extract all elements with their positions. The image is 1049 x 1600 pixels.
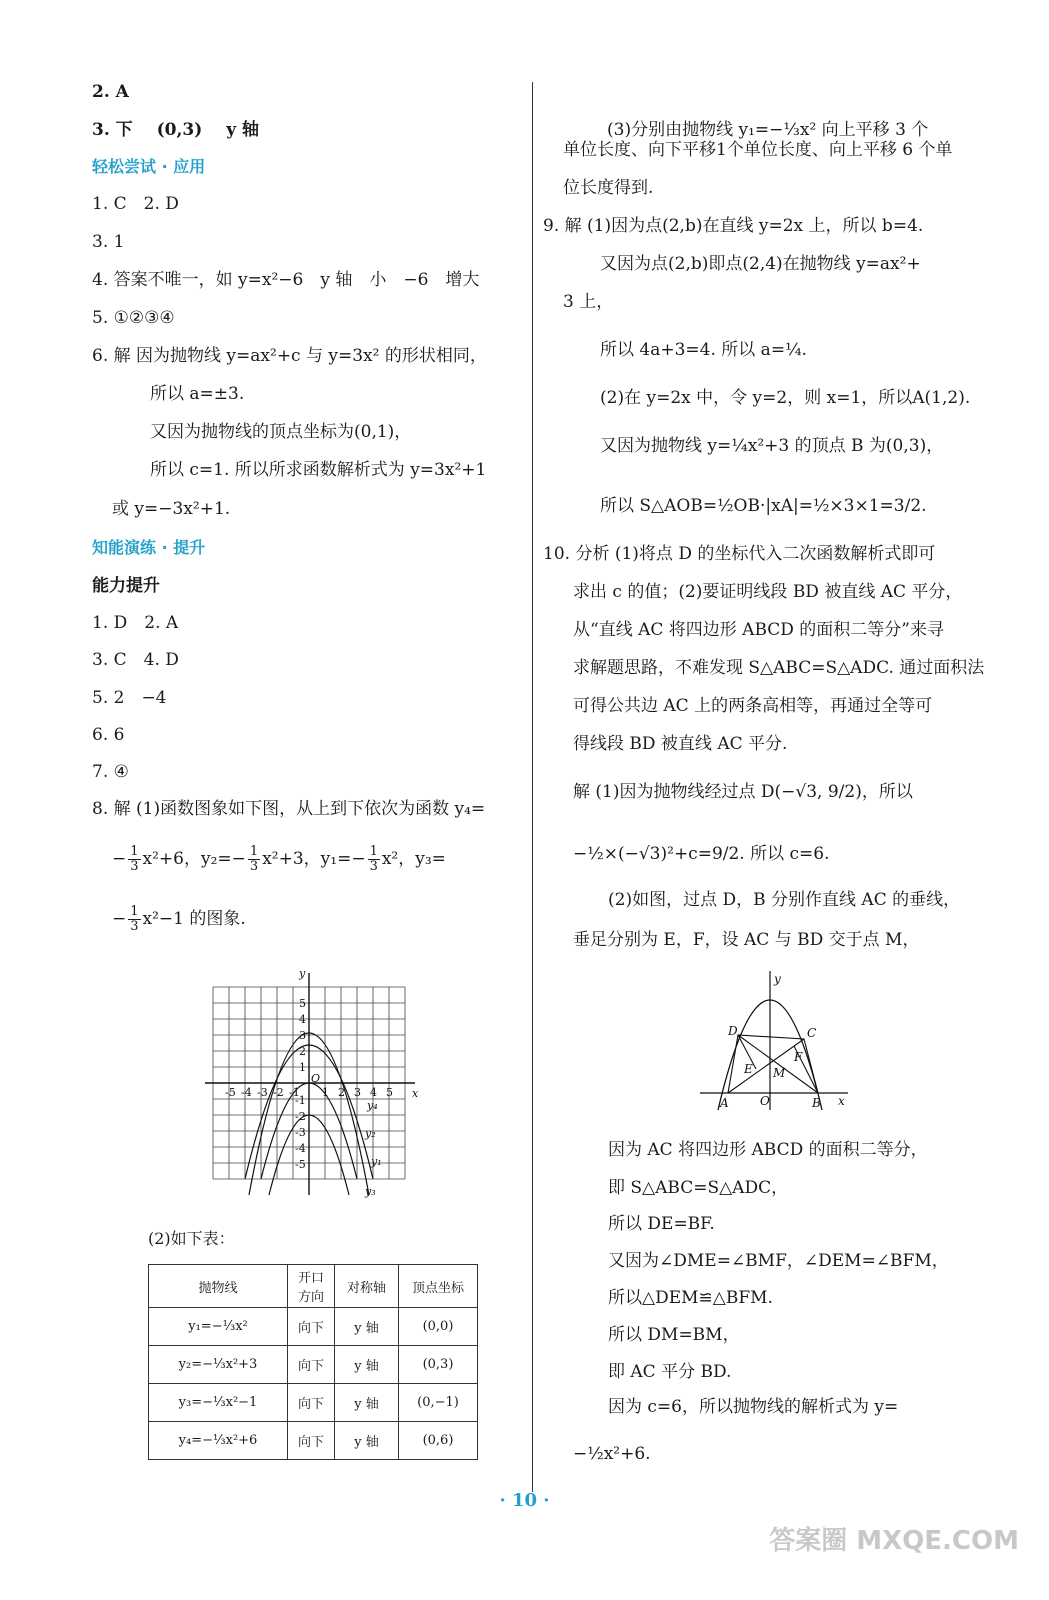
table-header-row <box>149 1265 478 1308</box>
answer-line: 所以 c=1. 所以所求函数解析式为 y=3x²+1 <box>150 460 487 480</box>
formula-part: x²+3，y₁=− <box>262 849 366 869</box>
answer-line: 垂足分别为 E，F，设 AC 与 BD 交于点 M， <box>573 930 920 950</box>
answer-2: 2. A <box>92 82 129 102</box>
fraction: $\frac{1}{3}$ <box>130 904 139 934</box>
fig-label: M <box>773 1066 786 1080</box>
curve-label-y3: y₃ <box>365 1185 376 1198</box>
answer-line: 所以 S△AOB=½OB·|xA|=½×3×1=3/2. <box>600 496 927 516</box>
table-header: 开口方向 <box>288 1265 335 1308</box>
section-heading-try: 轻松尝试 · 应用 <box>92 157 206 176</box>
table-cell: 向下 <box>288 1422 335 1460</box>
answer-line: −½×(−√3)²+c=9/2. 所以 c=6. <box>573 844 830 864</box>
formula-part: x²，y₃= <box>381 849 446 869</box>
y-tick: -5 <box>295 1158 306 1171</box>
x-tick: -4 <box>241 1086 252 1099</box>
answer-line: −½x²+6. <box>573 1444 651 1464</box>
answer-3-b: (0,3) <box>156 120 203 140</box>
y-tick: 5 <box>299 997 306 1010</box>
fraction: $\frac{1}{3}$ <box>249 844 259 874</box>
answer-line: 所以 DM=BM， <box>608 1325 740 1345</box>
y-tick: -4 <box>295 1142 306 1155</box>
answer-line: 又因为∠DME=∠BMF，∠DEM=∠BFM， <box>608 1251 949 1271</box>
table-row <box>149 1308 478 1346</box>
x-axis-label: x <box>412 1087 419 1100</box>
x-tick: 2 <box>338 1086 345 1099</box>
fig-label: C <box>807 1026 817 1040</box>
parabola-table <box>148 1264 478 1460</box>
table-cell: (0,3) <box>399 1346 478 1384</box>
table-cell: y₄=−⅓x²+6 <box>149 1422 288 1460</box>
answer-line: 9. 解 (1)因为点(2,b)在直线 y=2x 上，所以 b=4. <box>543 216 924 236</box>
answer-line: 5. 2 −4 <box>92 688 167 708</box>
answer-line: 1. D 2. A <box>92 613 179 633</box>
answer-line: 可得公共边 AC 上的两条高相等，再通过全等可 <box>573 696 933 716</box>
x-tick: 4 <box>370 1086 377 1099</box>
x-tick: 1 <box>322 1086 329 1099</box>
table-row <box>149 1384 478 1422</box>
table-cell: y₁=−⅓x² <box>149 1308 288 1346</box>
table-cell: 向下 <box>288 1384 335 1422</box>
answer-line: 6. 6 <box>92 725 125 745</box>
fraction: $\frac{1}{3}$ <box>130 844 139 874</box>
quadrilateral-ABCD <box>728 1035 818 1093</box>
answer-line: 3 上， <box>563 292 614 312</box>
watermark: 答案圈 MXQE.COM <box>769 1526 1019 1556</box>
y-axis-label: y <box>299 967 306 980</box>
answer-line: 又因为抛物线的顶点坐标为(0,1)， <box>150 422 412 442</box>
curve-label-y1: y₁ <box>371 1155 382 1168</box>
fig-label: A <box>720 1096 729 1110</box>
table-header: 顶点坐标 <box>399 1265 478 1308</box>
answer-line: 即 AC 平分 BD. <box>608 1362 732 1382</box>
minus: − <box>112 909 127 929</box>
y-tick: 3 <box>299 1029 306 1042</box>
table-header: 抛物线 <box>149 1265 288 1308</box>
fig-label: x <box>838 1094 845 1108</box>
table-cell: y₂=−⅓x²+3 <box>149 1346 288 1384</box>
fig-label: E <box>744 1062 753 1076</box>
answer-line: 4. 答案不唯一，如 y=x²−6 y 轴 小 −6 增大 <box>92 270 480 290</box>
table-row <box>149 1346 478 1384</box>
y-tick: -1 <box>295 1094 306 1107</box>
answer-line: 因为 c=6，所以抛物线的解析式为 y= <box>608 1397 899 1417</box>
answer-line: 从“直线 AC 将四边形 ABCD 的面积二等分”来寻 <box>573 620 945 640</box>
answer-line: 10. 分析 (1)将点 D 的坐标代入二次函数解析式即可 <box>543 544 936 564</box>
answer-line: 所以 4a+3=4. 所以 a=¼. <box>600 340 807 360</box>
table-cell: y 轴 <box>335 1422 399 1460</box>
answer-line: 解 (1)因为抛物线经过点 D(−√3, 9/2)，所以 <box>573 782 913 802</box>
column-divider <box>532 82 533 1492</box>
answer-line: 又因为抛物线 y=¼x²+3 的顶点 B 为(0,3)， <box>600 436 944 456</box>
quadrilateral-figure <box>700 965 860 1115</box>
y-tick: 1 <box>299 1061 306 1074</box>
answer-line: 单位长度、向下平移1个单位长度、向上平移 6 个单 <box>563 140 953 160</box>
table-cell: (0,6) <box>399 1422 478 1460</box>
subsection-heading: 能力提升 <box>92 576 160 596</box>
x-tick: -1 <box>289 1086 300 1099</box>
fig-label: y <box>774 972 781 986</box>
y-tick: 4 <box>299 1013 306 1026</box>
answer-line: 3. C 4. D <box>92 650 179 670</box>
answer-line: 或 y=−3x²+1. <box>112 499 231 519</box>
formula-line <box>112 845 446 874</box>
y-tick: 2 <box>299 1045 306 1058</box>
answer-line: (2)如图，过点 D，B 分别作直线 AC 的垂线， <box>608 890 961 910</box>
table-caption: (2)如下表： <box>148 1229 235 1248</box>
fig-label: O <box>760 1094 770 1108</box>
answer-line: 7. ④ <box>92 762 129 782</box>
diagonal-AC <box>728 1039 804 1093</box>
x-tick: -5 <box>225 1086 236 1099</box>
page-number: · 10 · <box>499 1490 550 1511</box>
table-cell: y 轴 <box>335 1308 399 1346</box>
answer-3 <box>92 118 259 142</box>
fig-label: D <box>728 1024 738 1038</box>
table-cell: 向下 <box>288 1346 335 1384</box>
table-cell: y₃=−⅓x²−1 <box>149 1384 288 1422</box>
x-tick: 3 <box>354 1086 361 1099</box>
answer-line: 6. 解 因为抛物线 y=ax²+c 与 y=3x² 的形状相同， <box>92 346 487 366</box>
fig-label: F <box>794 1050 803 1064</box>
formula-part: x²+6，y₂=− <box>142 849 246 869</box>
answer-line: 位长度得到. <box>563 178 654 198</box>
table-cell: (0,0) <box>399 1308 478 1346</box>
answer-line: 求出 c 的值；(2)要证明线段 BD 被直线 AC 平分， <box>573 582 963 602</box>
answer-line: 所以 a=±3. <box>150 384 245 404</box>
y-tick: -3 <box>295 1126 306 1139</box>
answer-line: (2)在 y=2x 中，令 y=2，则 x=1，所以A(1,2). <box>600 388 971 408</box>
answer-line: 又因为点(2,b)即点(2,4)在抛物线 y=ax²+ <box>600 254 921 274</box>
answer-line: 3. 1 <box>92 232 125 252</box>
formula-part: x²−1 的图象. <box>142 909 246 929</box>
curve-label-y2: y₂ <box>365 1127 376 1140</box>
table-cell: y 轴 <box>335 1346 399 1384</box>
parabola-graph <box>205 965 425 1205</box>
fig-label: B <box>812 1096 821 1110</box>
table-cell: 向下 <box>288 1308 335 1346</box>
answer-line: 8. 解 (1)函数图象如下图，从上到下依次为函数 y₄= <box>92 799 486 819</box>
table-row <box>149 1422 478 1460</box>
minus: − <box>112 849 127 869</box>
y-tick: -2 <box>295 1110 306 1123</box>
answer-line: 所以 DE=BF. <box>608 1214 715 1234</box>
answer-line: 所以△DEM≌△BFM. <box>608 1288 773 1308</box>
answer-line: 得线段 BD 被直线 AC 平分. <box>573 734 788 754</box>
formula-line <box>112 905 246 934</box>
section-heading-practice: 知能演练 · 提升 <box>92 538 206 557</box>
table-cell: y 轴 <box>335 1384 399 1422</box>
answer-line: 求解题思路，不难发现 S△ABC=S△ADC. 通过面积法 <box>573 658 985 678</box>
answer-line: 因为 AC 将四边形 ABCD 的面积二等分， <box>608 1140 928 1160</box>
answer-line: (3)分别由抛物线 y₁=−⅓x² 向上平移 3 个 <box>607 120 929 140</box>
curve-label-y4: y₄ <box>367 1099 378 1112</box>
fraction: $\frac{1}{3}$ <box>369 844 378 874</box>
answer-line: 即 S△ABC=S△ADC， <box>608 1178 789 1198</box>
x-tick: 5 <box>386 1086 393 1099</box>
answer-line: 5. ①②③④ <box>92 308 175 328</box>
answer-3-c: y 轴 <box>226 120 259 140</box>
table-cell: (0,−1) <box>399 1384 478 1422</box>
x-tick: -3 <box>257 1086 268 1099</box>
origin-label: O <box>311 1072 321 1085</box>
table-header: 对称轴 <box>335 1265 399 1308</box>
x-tick: -2 <box>273 1086 284 1099</box>
answer-3-a: 3. 下 <box>92 120 133 140</box>
answer-line: 1. C 2. D <box>92 194 179 214</box>
